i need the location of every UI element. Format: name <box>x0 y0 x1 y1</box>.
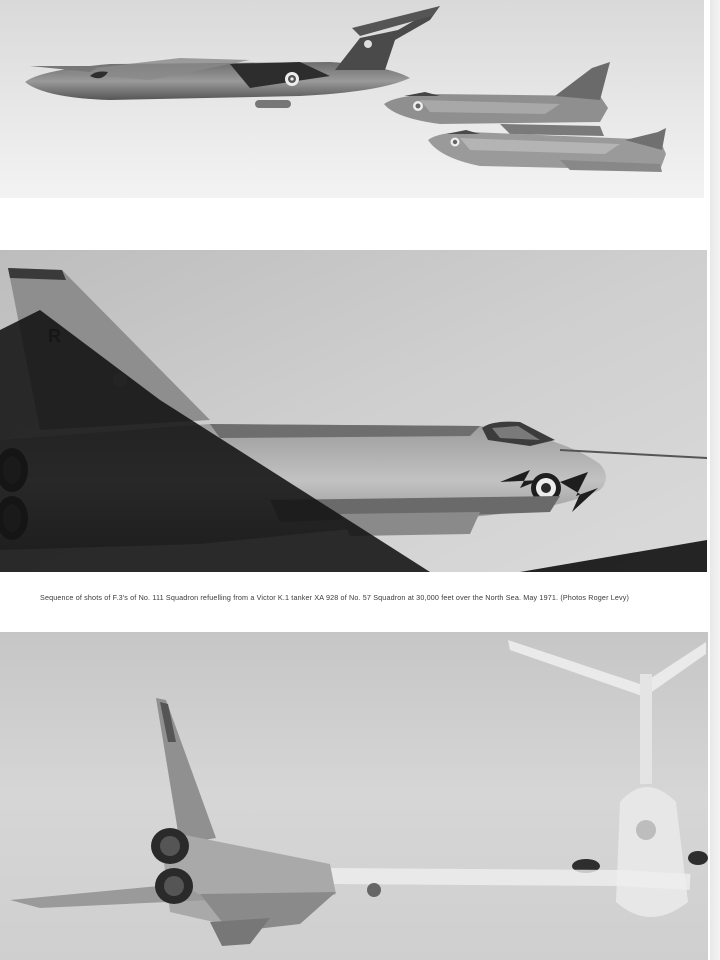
photo-lightning-close-up-refuelling <box>0 250 707 572</box>
page-edge-shadow <box>710 0 720 960</box>
photo-2-image <box>0 250 707 572</box>
photo-3-image <box>0 632 708 960</box>
photo-1-image <box>0 0 704 198</box>
photo-caption: Sequence of shots of F.3's of No. 111 Squadron refuelling from a Victor K.1 tanker XA 928 of No. 57 Squadron at 30,000 feet over the North Sea. May 1971. (Photos Roger Levy) <box>40 593 630 602</box>
photo-lightning-behind-tanker-tail <box>0 632 708 960</box>
photo-victor-tanker-with-two-lightnings <box>0 0 704 198</box>
